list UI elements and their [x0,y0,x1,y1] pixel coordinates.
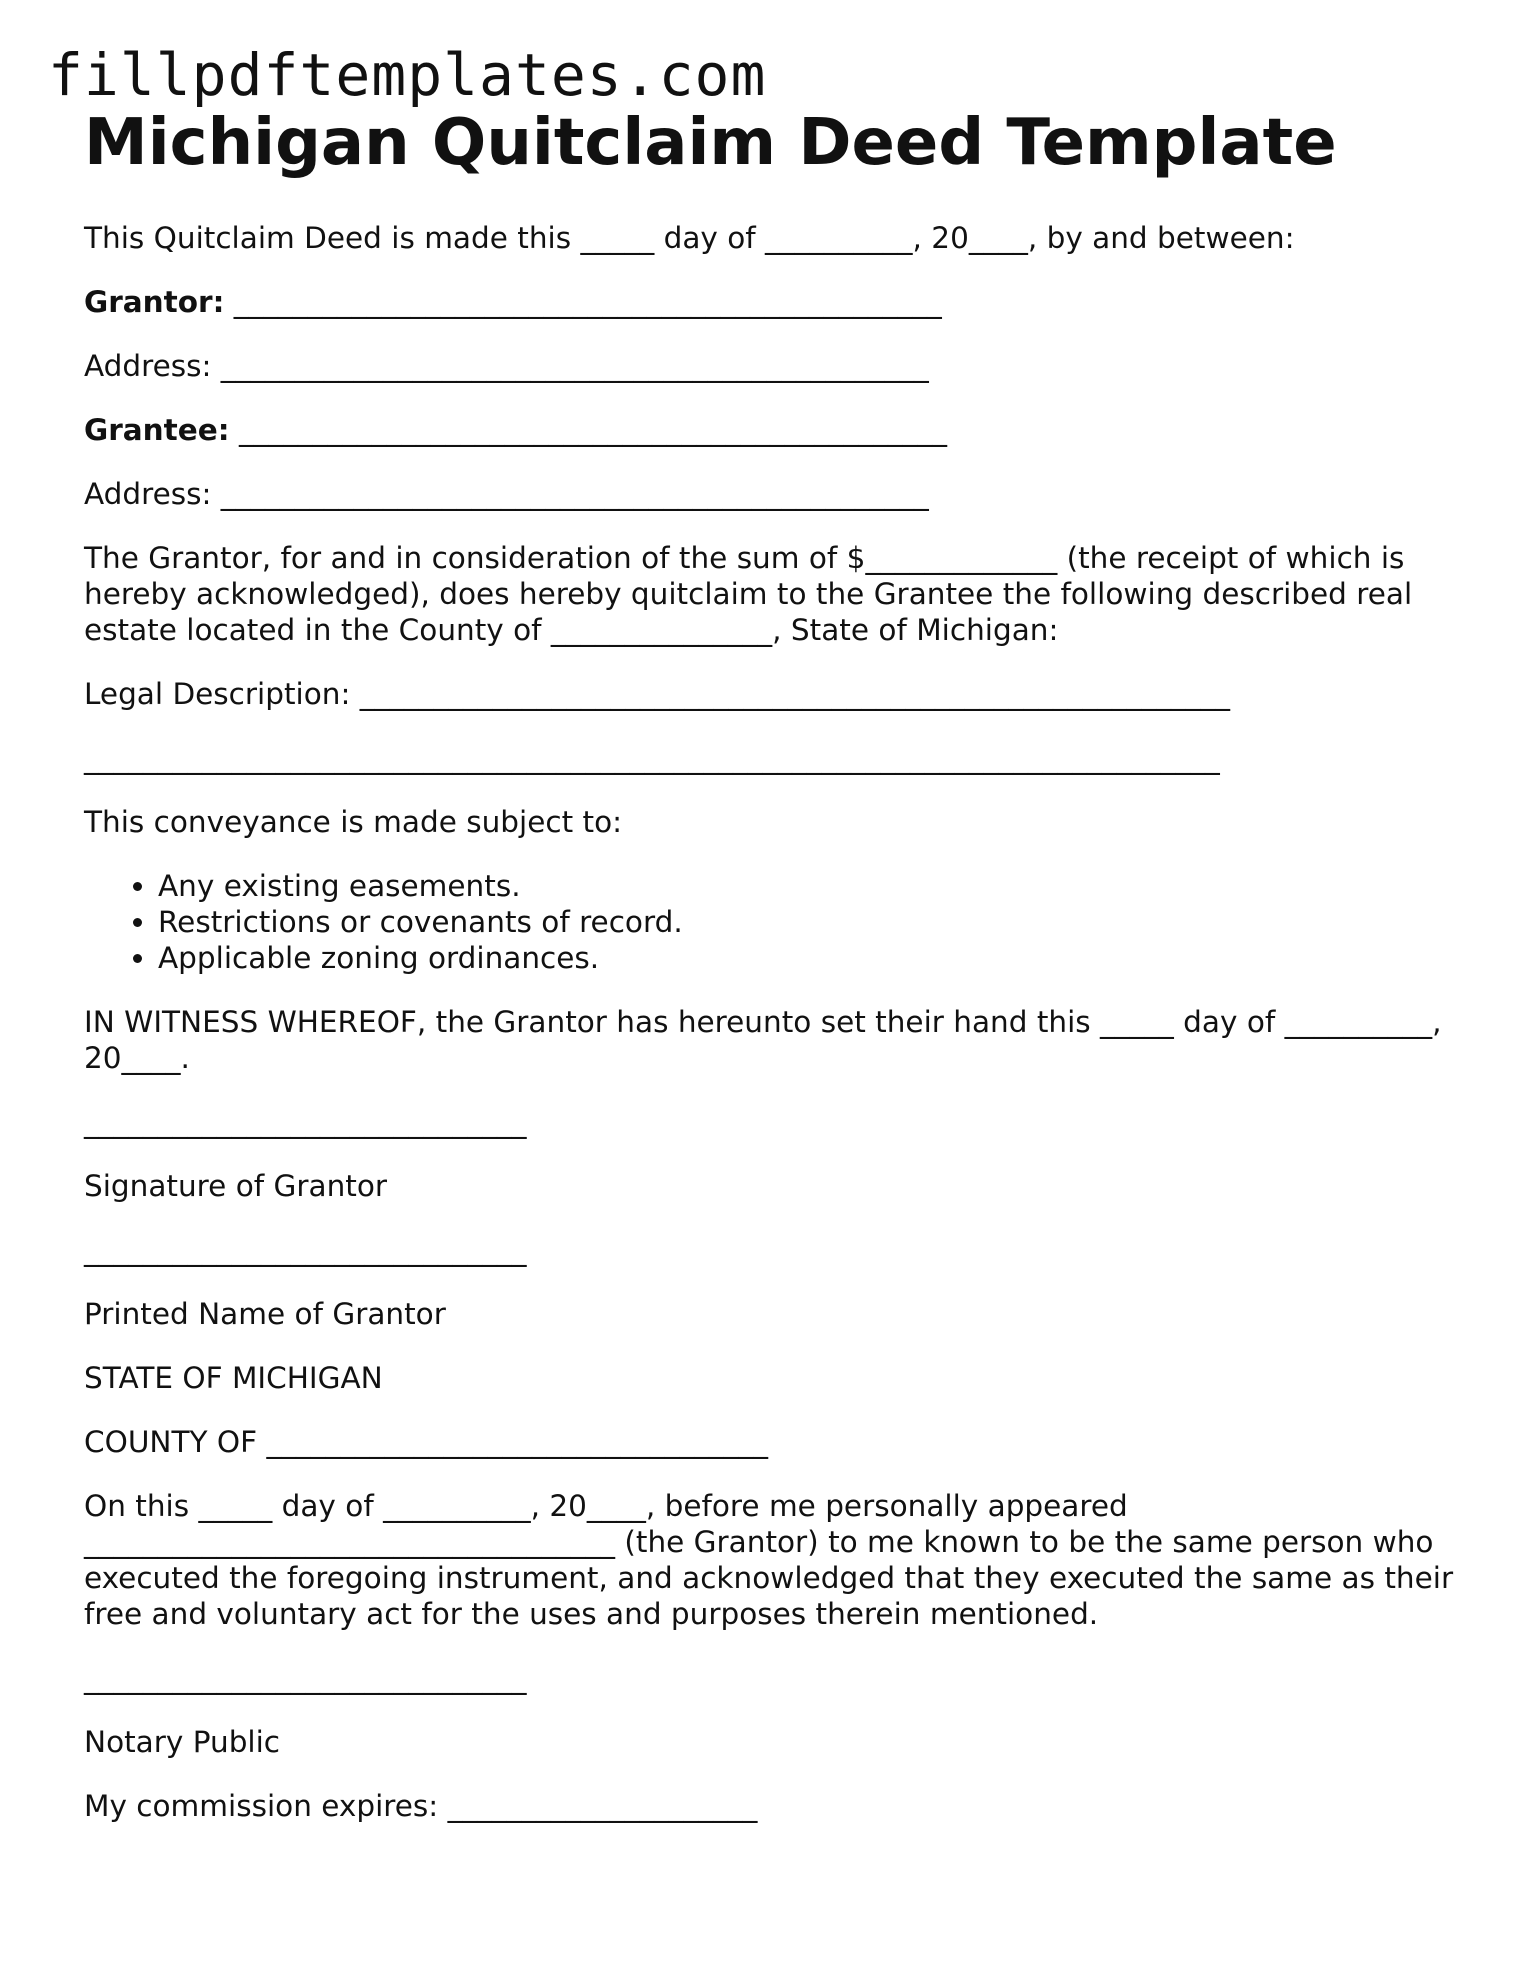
subject-to-intro: This conveyance is made subject to: [84,805,623,839]
site-watermark: fillpdftemplates.com [48,41,767,109]
grantee-label: Grantee: [84,413,230,447]
deed-content [84,104,1464,1852]
page-title: Michigan Quitclaim Deed Template [84,106,1337,180]
legal-description-continuation: _____________________________________________________________________________ [84,741,1220,775]
witness-paragraph: IN WITNESS WHEREOF, the Grantor has hereunto set their hand this _____ day of __________, 20____. [84,1005,1442,1075]
grantor-address-line: Address: ________________________________________________ [84,349,929,383]
subject-to-list [84,868,1464,976]
grantor-line [84,284,1464,320]
intro-paragraph: This Quitclaim Deed is made this _____ day of __________, 20____, by and between: [84,221,1295,255]
consideration-paragraph: The Grantor, for and in consideration of the sum of $_____________ (the receipt of which is hereby acknowledged), does hereby quitclaim to the Grantee the following described real estate located in the County of _______________, State of Michigan: [84,541,1413,647]
notary-label: Notary Public [84,1725,281,1759]
signature-label: Signature of Grantor [84,1169,388,1203]
grantee-line [84,412,1464,448]
signature-line: ______________________________ [84,1105,527,1139]
list-item: • Any existing easements. [158,868,1464,904]
printed-name-label: Printed Name of Grantor [84,1297,446,1331]
legal-description-line: Legal Description: ___________________________________________________________ [84,677,1231,711]
grantor-label: Grantor: [84,285,225,319]
notary-signature-line: ______________________________ [84,1661,527,1695]
commission-expires-line: My commission expires: _____________________ [84,1789,758,1823]
list-item: • Restrictions or covenants of record. [158,904,1464,940]
state-line: STATE OF MICHIGAN [84,1361,383,1395]
grantee-address-line: Address: ________________________________________________ [84,477,929,511]
county-line: COUNTY OF __________________________________ [84,1425,768,1459]
list-item: • Applicable zoning ordinances. [158,940,1464,976]
grantee-blank: ________________________________________________ [229,413,947,447]
acknowledgment-paragraph: On this _____ day of __________, 20____, before me personally appeared ____________________________________ (the Grantor) to me known to be the same person who executed the foregoing instrument, and acknowledged that they executed the same as their free and voluntary act for the uses and purposes therein mentioned. [84,1489,1454,1631]
printed-name-line: ______________________________ [84,1233,527,1267]
grantor-blank: ________________________________________________ [224,285,942,319]
